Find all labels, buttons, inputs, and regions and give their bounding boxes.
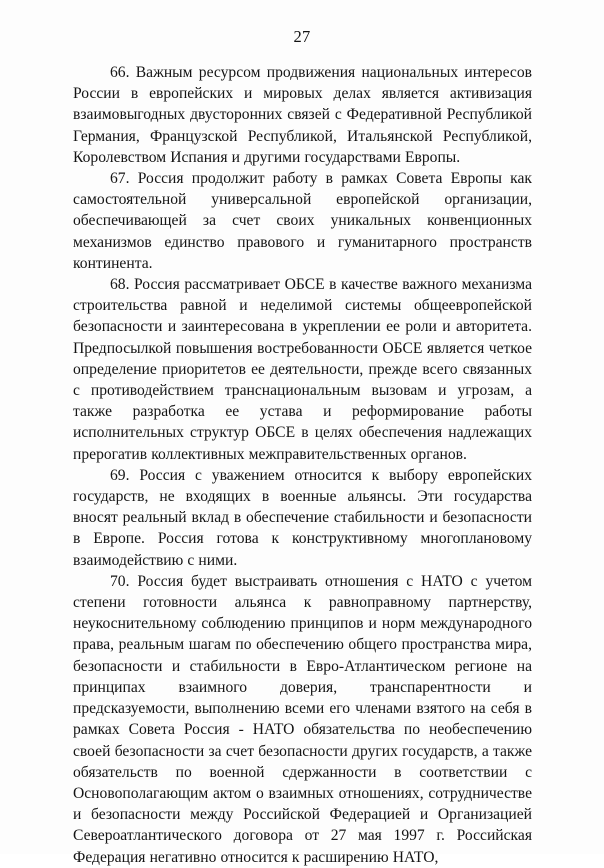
- document-body: [73, 62, 532, 868]
- paragraph-66: 66. Важным ресурсом продвижения национальных интересов России в европейских и мировых делах является активизация взаимовыгодных двусторонних связей с Федеративной Республикой Германия, Французской Республикой, Итальянской Республикой, Королевством Испания и другими государствами Европы.: [73, 64, 532, 166]
- paragraph-69: 69. Россия с уважением относится к выбору европейских государств, не входящих в военные альянсы. Эти государства вносят реальный вклад в обеспечение стабильности и безопасности в Европе. Россия готова к конструктивному многоплановому взаимодействию с ними.: [73, 466, 532, 569]
- page-number: 27: [293, 27, 311, 46]
- paragraph-67: 67. Россия продолжит работу в рамках Совета Европы как самостоятельной универсальной европейской организации, обеспечивающей за счет своих уникальных конвенционных механизмов единство правового и гуманитарного пространств континента.: [73, 170, 532, 272]
- paragraph-70: 70. Россия будет выстраивать отношения с НАТО с учетом степени готовности альянса к равноправному партнерству, неукоснительному соблюдению принципов и норм международного права, реальным шагам по обеспечению общего пространства мира, безопасности и стабильности в Евро-Атлантическом регионе на принципах взаимного доверия, транспарентности и предсказуемости, выполнению всеми его членами взятого на себя в рамках Совета Россия - НАТО обязательства по необеспечению своей безопасности за счет безопасности других государств, а также обязательств по военной сдержанности в соответствии с Основополагающим актом о взаимных отношениях, сотрудничестве и безопасности между Российской Федерацией и Организацией Североатлантического договора от 27 мая 1997 г. Российская Федерация негативно относится к расширению НАТО,: [73, 572, 532, 866]
- paragraph-68: 68. Россия рассматривает ОБСЕ в качестве важного механизма строительства равной и неделимой системы общеевропейской безопасности и заинтересована в укреплении ее роли и авторитета. Предпосылкой повышения востребованности ОБСЕ является четкое определение приоритетов ее деятельности, прежде всего связанных с противодействием транснациональным вызовам и угрозам, а также разработка ее устава и реформирование работы исполнительных структур ОБСЕ в целях обеспечения надлежащих прерогатив коллективных межправительственных органов.: [73, 276, 532, 463]
